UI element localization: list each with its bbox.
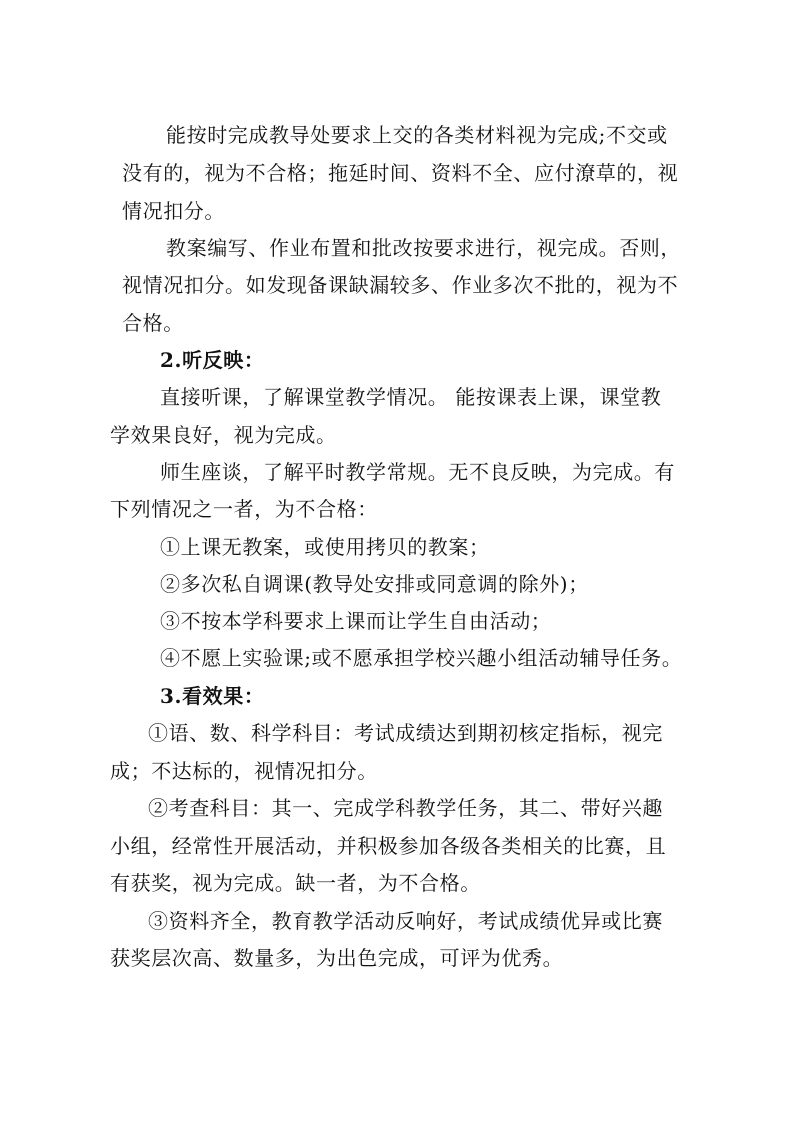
paragraph-7-line-1: ③资料齐全，教育教学活动反响好，考试成绩优异或比赛 [148,909,663,933]
paragraph-2-line-2: 视情况扣分。如发现备课缺漏较多、作业多次不批的，视为不 [122,273,679,297]
paragraph-4-line-2: 下列情况之一者，为不合格： [110,497,378,521]
paragraph-2-line-3: 合格。 [122,311,184,335]
paragraph-6-line-2: 小组，经常性开展活动，并积极参加各级各类相关的比赛，且 [110,834,667,858]
paragraph-2-line-1: 教案编写、作业布置和批改按要求进行，视完成。否则， [166,236,681,260]
list-item-1: ①上课无教案，或使用拷贝的教案； [160,535,490,559]
paragraph-3-line-2: 学效果良好，视为完成。 [110,423,337,447]
list-item-4: ④不愿上实验课;或不愿承担学校兴趣小组活动辅导任务。 [160,646,683,670]
list-item-2: ②多次私自调课(教导处安排或同意调的除外)； [160,572,589,596]
paragraph-5-line-1: ①语、数、科学科目：考试成绩达到期初核定指标，视完 [148,721,663,745]
paragraph-6-line-1: ②考查科目：其一、完成学科教学任务，其二、带好兴趣 [148,796,663,820]
paragraph-4-line-1: 师生座谈，了解平时教学常规。无不良反映，为完成。有 [160,460,675,484]
paragraph-1-line-1: 能按时完成教导处要求上交的各类材料视为完成;不交或 [166,123,668,147]
section-heading-3: 3.看效果： [160,684,265,708]
paragraph-3-line-1: 直接听课，了解课堂教学情况。 能按课表上课，课堂教 [160,385,662,409]
paragraph-1-line-3: 情况扣分。 [122,199,225,223]
section-heading-2: 2.听反映： [160,348,265,372]
paragraph-1-line-2: 没有的，视为不合格；拖延时间、资料不全、应付潦草的，视 [122,161,679,185]
list-item-3: ③不按本学科要求上课而让学生自由活动； [160,609,552,633]
paragraph-6-line-3: 有获奖，视为完成。缺一者，为不合格。 [110,871,481,895]
paragraph-7-line-2: 获奖层次高、数量多，为出色完成，可评为优秀。 [110,946,564,970]
paragraph-5-line-2: 成；不达标的，视情况扣分。 [110,759,378,783]
